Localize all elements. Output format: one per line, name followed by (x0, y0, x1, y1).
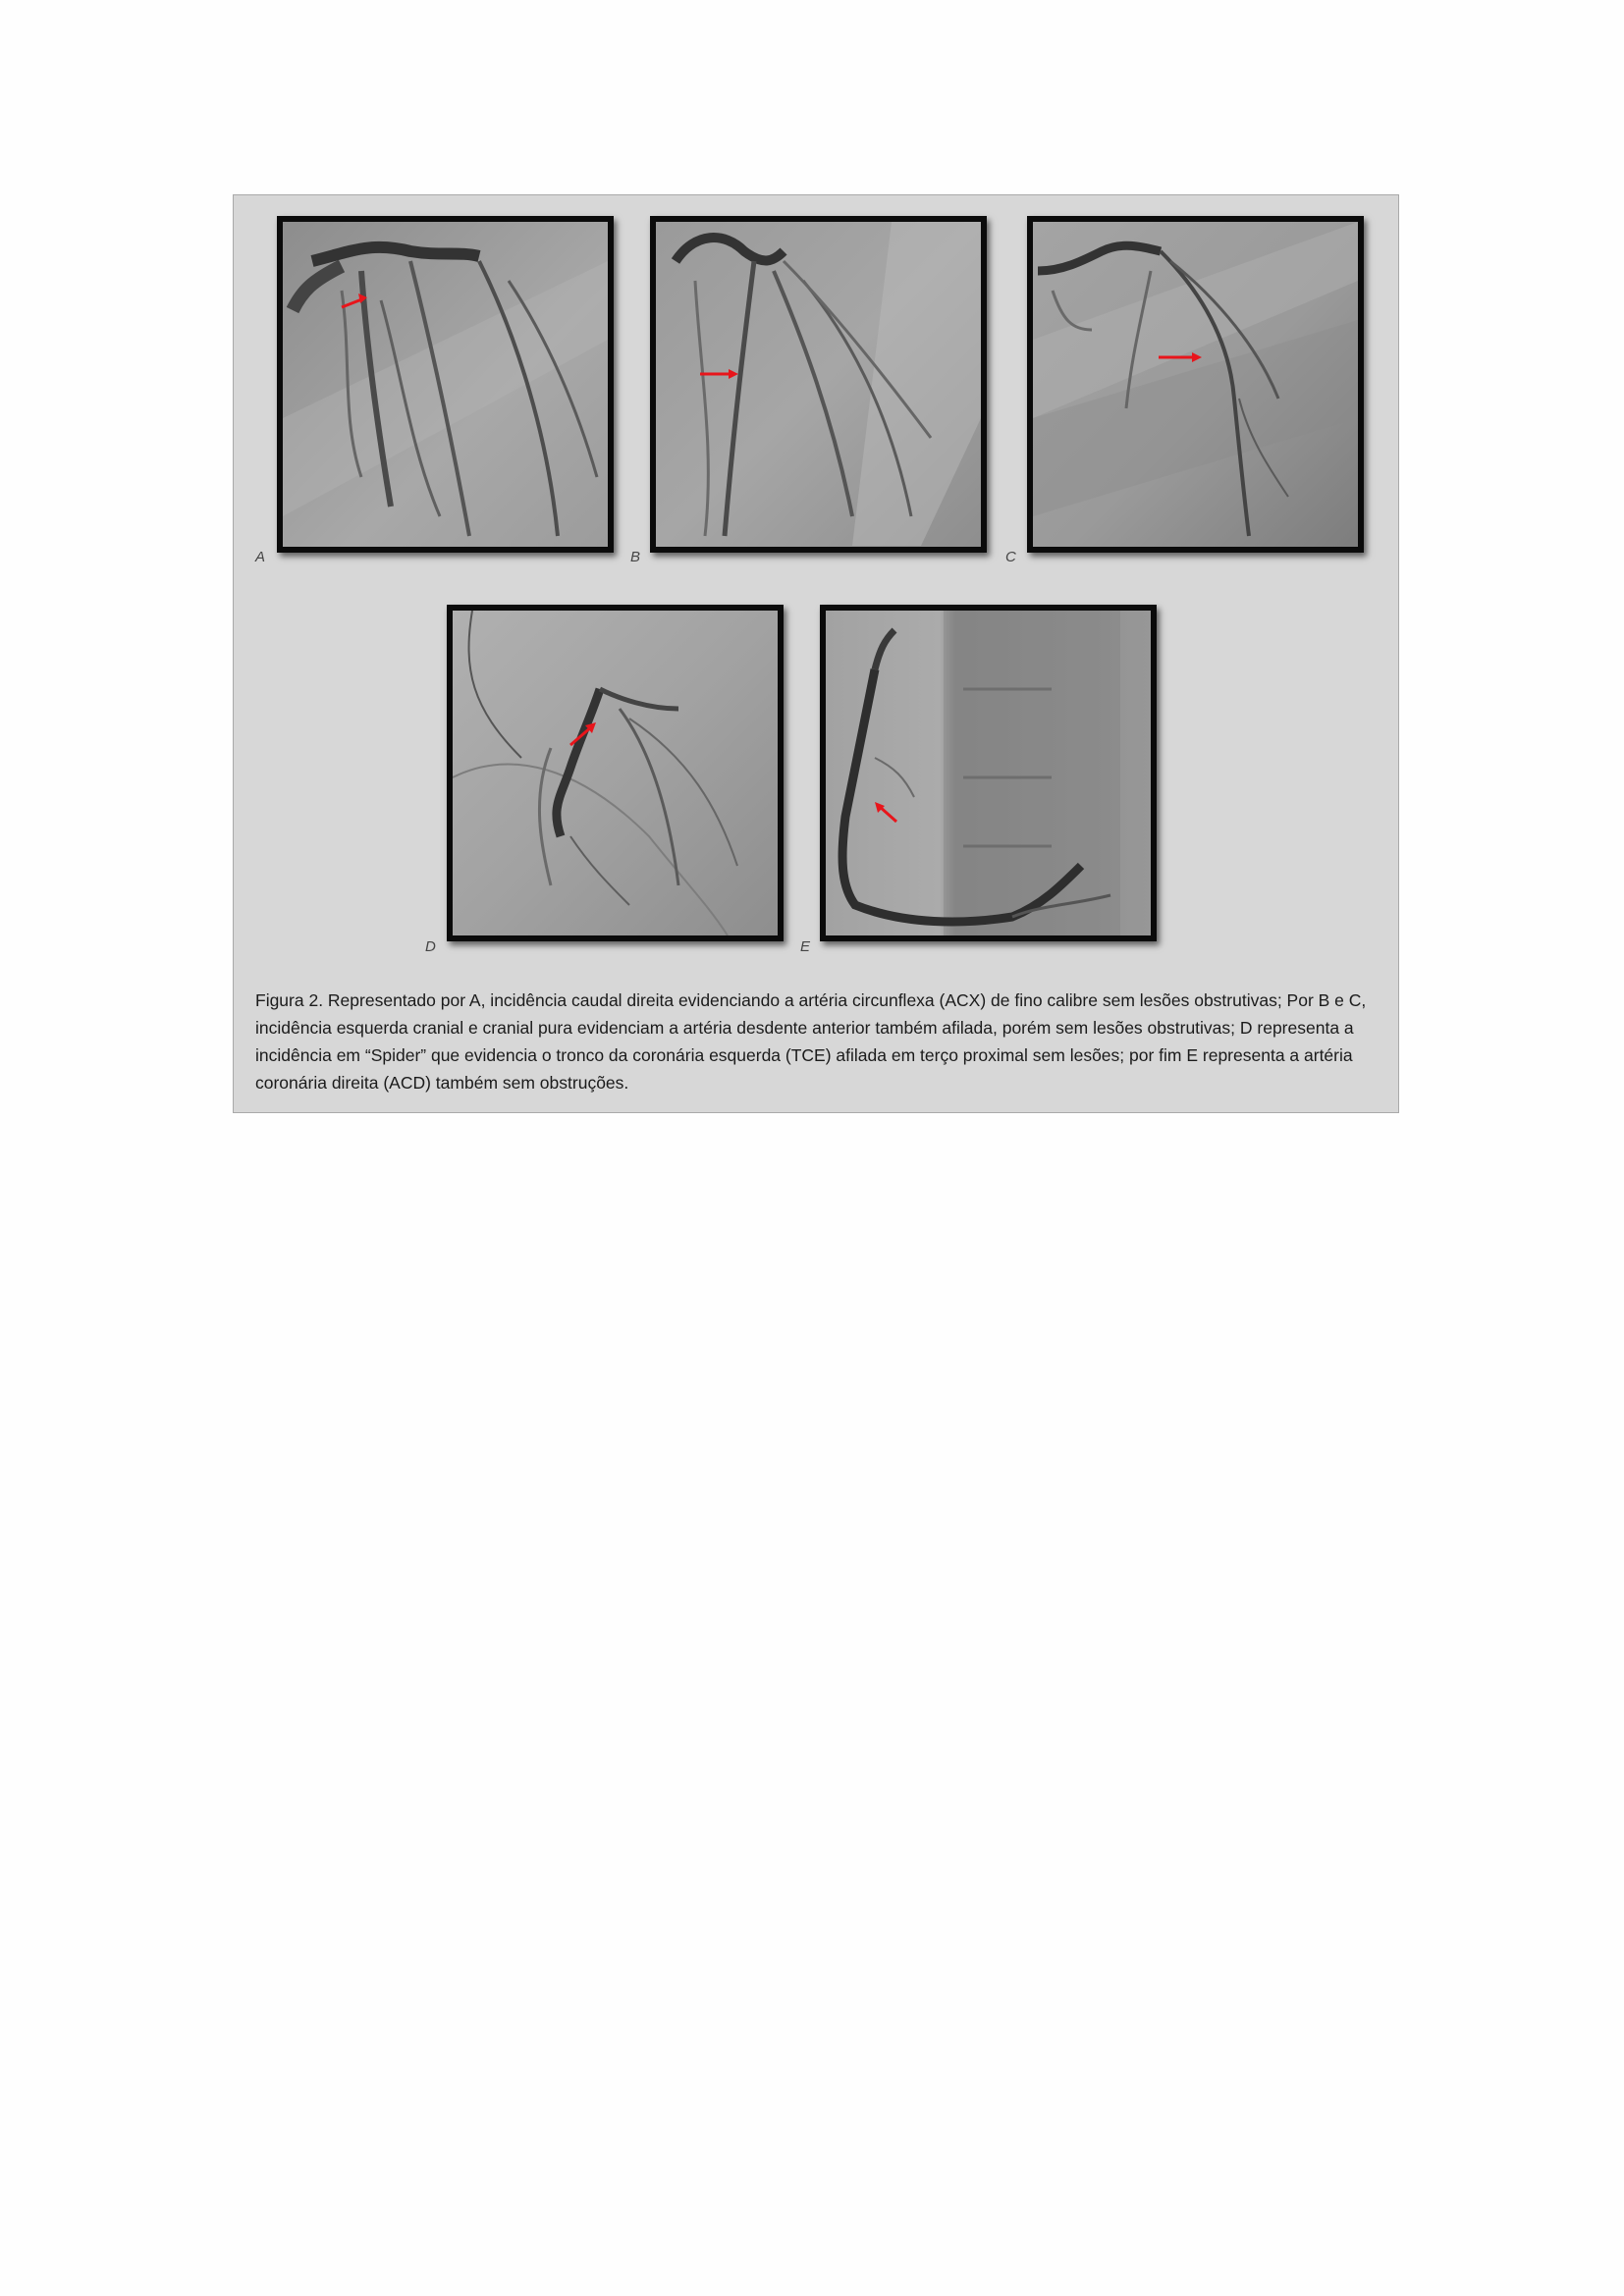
panel-label-c: C (1005, 549, 1016, 565)
figure-container (233, 194, 1399, 1113)
panel-label-d: D (425, 938, 436, 955)
angiogram-panel-e (820, 605, 1157, 941)
angiogram-image-d (453, 611, 778, 935)
angiogram-panel-d (447, 605, 784, 941)
angiogram-image-b (656, 222, 981, 547)
panel-label-b: B (630, 549, 641, 565)
panel-label-a: A (255, 549, 266, 565)
angiogram-image-c (1033, 222, 1358, 547)
figure-caption: Figura 2. Representado por A, incidência caudal direita evidenciando a artéria circunflexa (ACX) de fino calibre sem lesões obstrutivas; Por B e C, incidência esquerda cranial e cranial pura evidenciam a artéria desdente anterior também afilada, porém sem lesões obstrutivas; D representa a incidência em “Spider” que evidencia o tronco da coronária esquerda (TCE) afilada em terço proximal sem lesões; por fim E representa a artéria coronária direita (ACD) também sem obstruções. (255, 990, 1367, 1093)
angiogram-image-a (283, 222, 608, 547)
angiogram-panel-b (650, 216, 987, 553)
angiogram-image-e (826, 611, 1151, 935)
angiogram-panel-c (1027, 216, 1364, 553)
angiogram-panel-a (277, 216, 614, 553)
panel-label-e: E (800, 938, 811, 955)
